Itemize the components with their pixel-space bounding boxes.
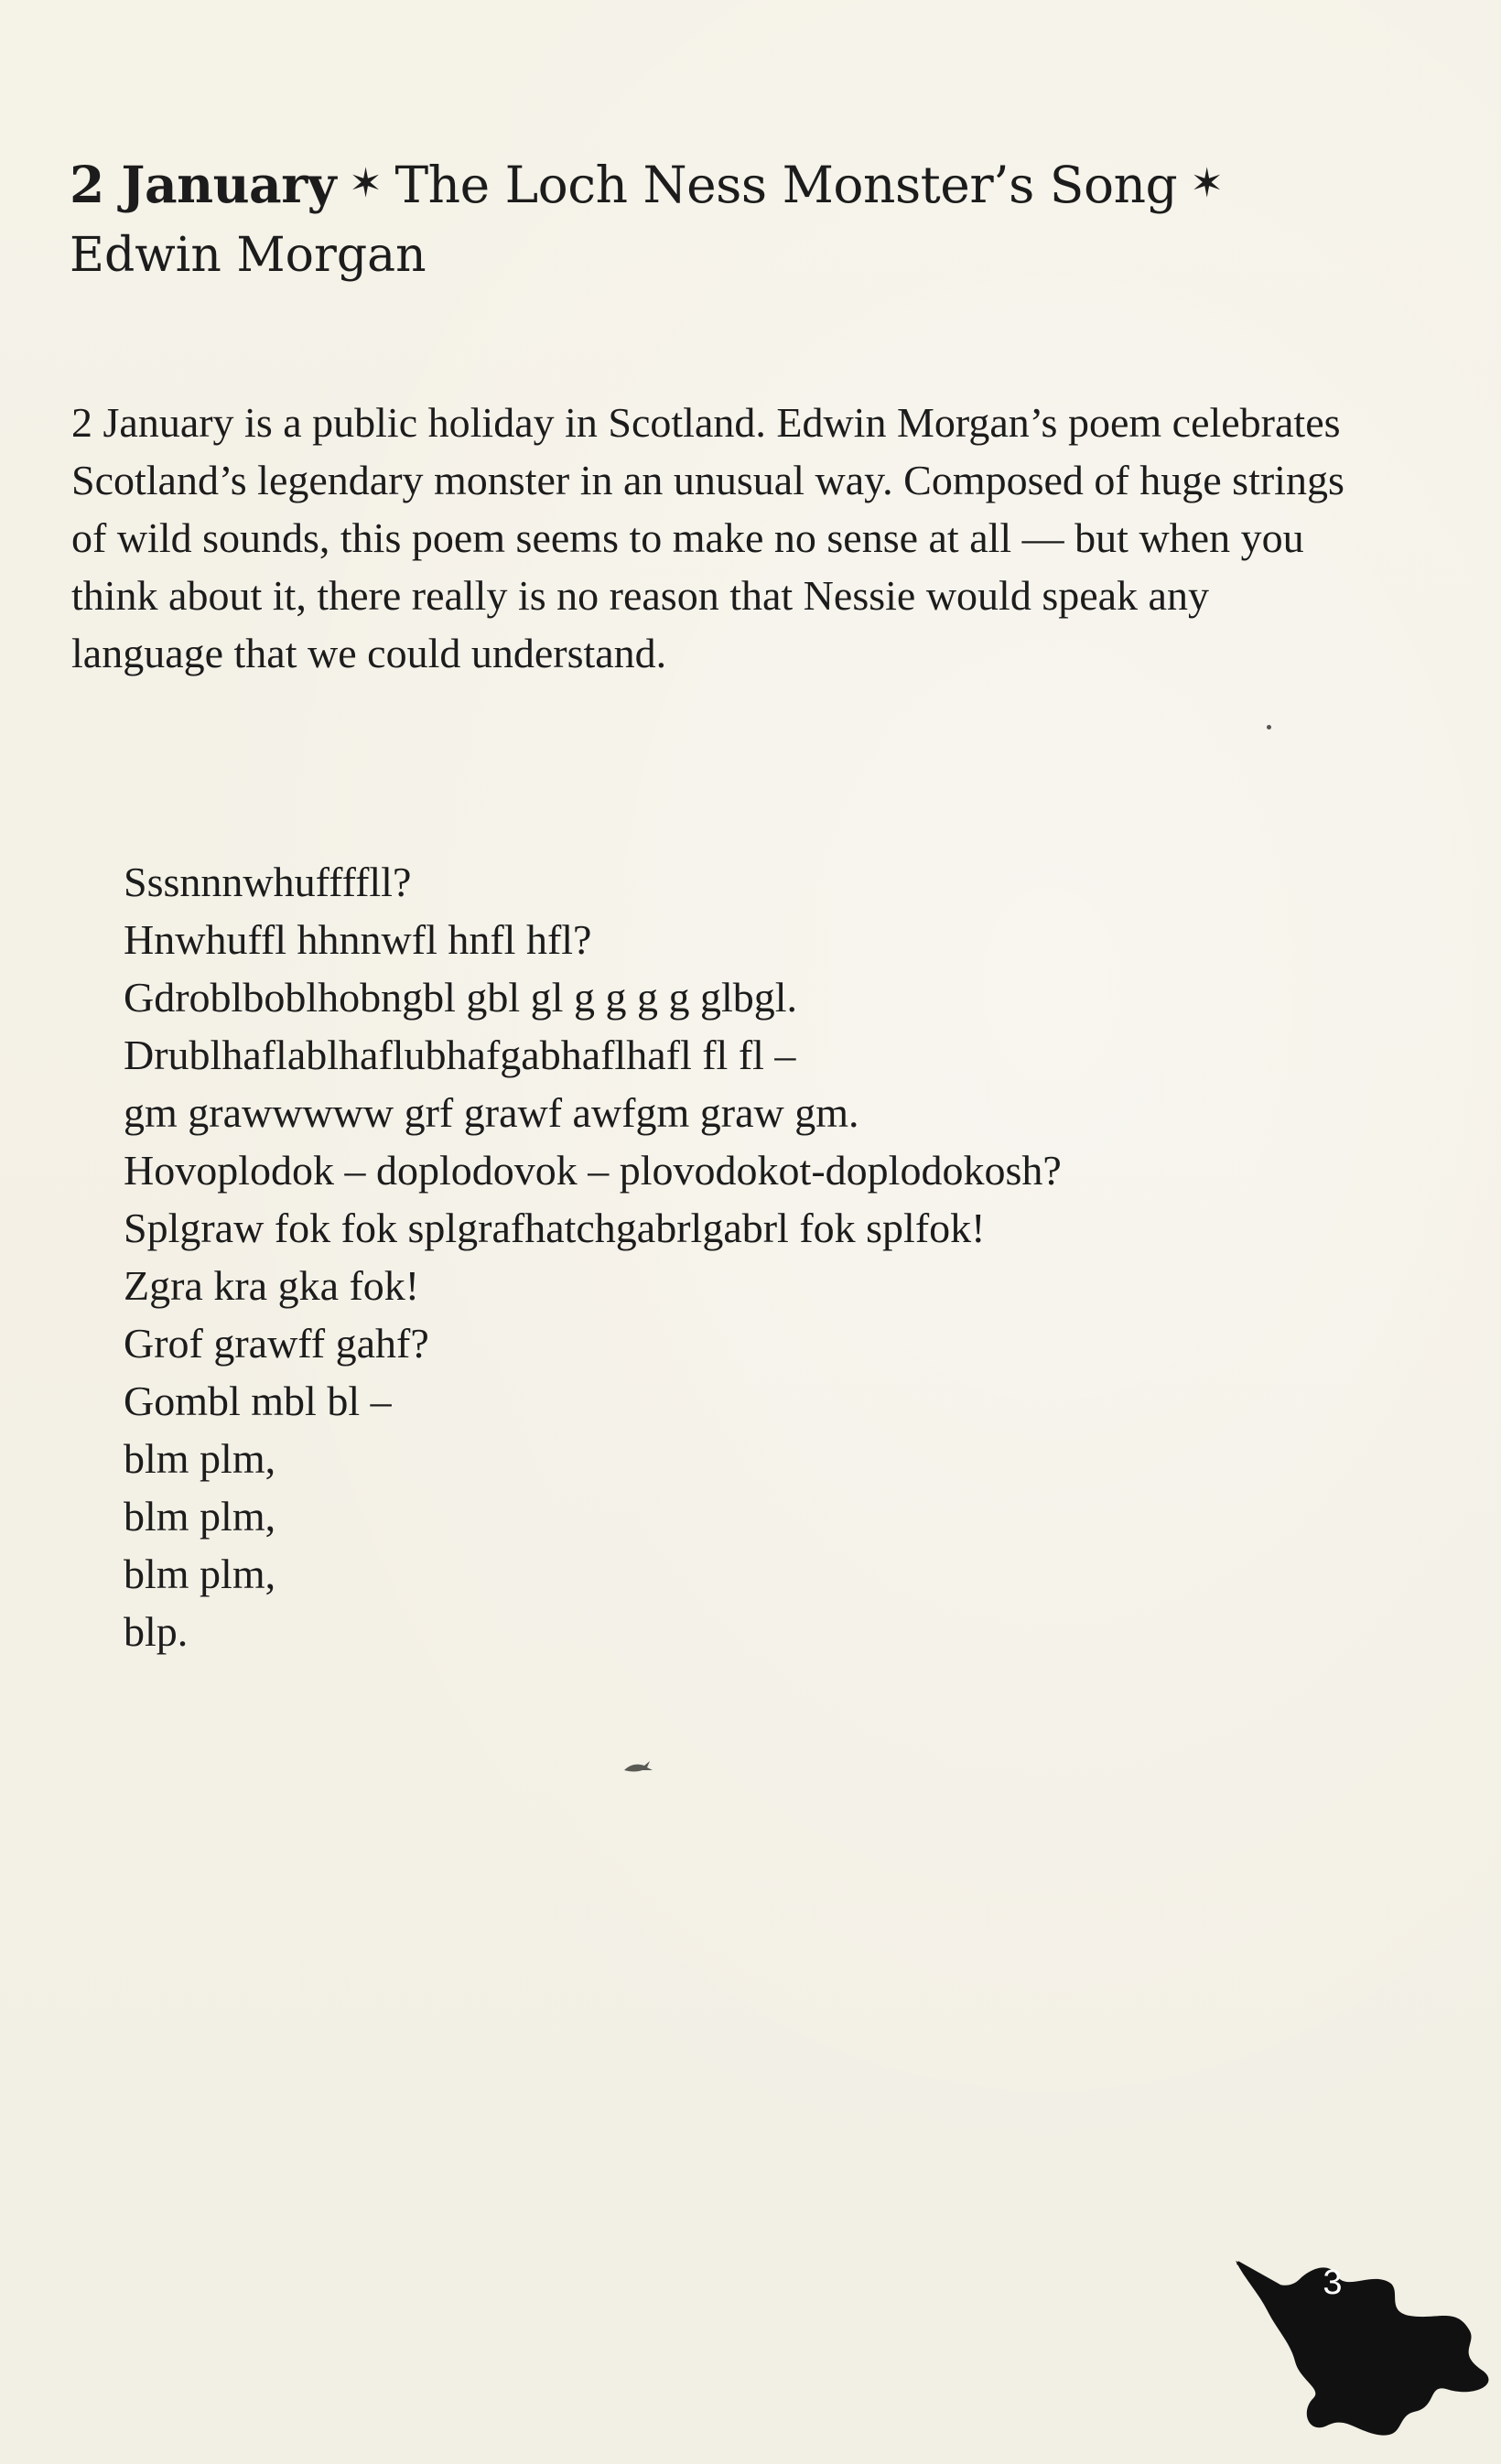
poem-line: gm grawwwww grf grawf awfgm graw gm. [124, 1089, 859, 1136]
poem-line: Splgraw fok fok splgrafhatchgabrlgabrl fok splfok! [124, 1205, 986, 1251]
small-leaf-mark-icon [622, 1757, 653, 1776]
date-label: 2 January [70, 155, 337, 214]
poem-line: Grof grawff gahf? [124, 1320, 429, 1367]
poem-line: blm plm, [124, 1551, 276, 1597]
poem-line: Drublhaflablhaflubhafgabhaflhafl fl fl – [124, 1032, 796, 1078]
intro-text [71, 394, 1371, 682]
poem-line: Hnwhuffl hhnnwfl hnfl hfl? [124, 916, 592, 963]
page-number: 3 [1323, 2264, 1343, 2302]
title-line [70, 146, 1369, 222]
poem-body [124, 853, 1313, 1660]
poem-title: The Loch Ness Monster’s Song [394, 156, 1178, 214]
poem-line: blm plm, [124, 1493, 276, 1540]
poem-line: Gdroblboblhobngbl gbl gl g g g g glbgl. [124, 974, 797, 1021]
poem-header [70, 146, 1369, 288]
poem-line: Gombl mbl bl – [124, 1378, 392, 1424]
ink-speck [1267, 725, 1271, 729]
intro-paragraph: 2 January is a public holiday in Scotland. Edwin Morgan’s poem celebrates Scotland’s legendary monster in an unusual way. Composed of huge strings of wild sounds, this poem seems to make no sense at all — but when you think about it, there really is no reason that Nessie would speak any language that we could understand. [71, 399, 1344, 676]
poem-line: Sssnnnwhuffffll? [124, 859, 412, 905]
oak-leaf-icon [1226, 2242, 1501, 2453]
poem-line: Hovoplodok – doplodovok – plovodokot-doplodokosh? [124, 1147, 1062, 1194]
poem-line: Zgra kra gka fok! [124, 1262, 420, 1309]
poem-line: blp. [124, 1608, 189, 1655]
poem-line: blm plm, [124, 1435, 276, 1482]
author-name: Edwin Morgan [70, 228, 427, 283]
star-separator-icon: ✶ [349, 160, 383, 207]
star-separator-icon: ✶ [1190, 160, 1224, 207]
